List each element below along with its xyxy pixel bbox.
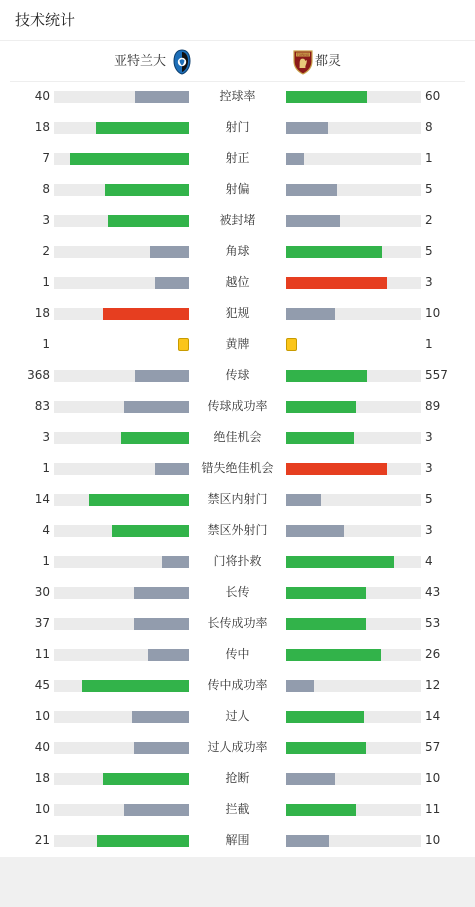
away-bar-fill (286, 153, 304, 165)
home-bar-fill (135, 370, 189, 382)
home-stat-value: 30 (34, 585, 50, 599)
stat-label: 被封堵 (219, 213, 256, 227)
stat-label: 传球 (225, 368, 250, 382)
stat-label: 传中 (225, 647, 250, 661)
away-stat-value: 5 (425, 492, 433, 506)
stat-row (0, 825, 475, 856)
away-bar-track (286, 401, 421, 413)
stat-row (0, 360, 475, 391)
home-stat-value: 11 (34, 647, 50, 661)
home-stat-value: 14 (34, 492, 50, 506)
stat-label: 抢断 (225, 771, 250, 785)
home-stat-value: 4 (42, 523, 50, 537)
home-bar-track (54, 246, 189, 258)
home-bar-track (54, 804, 189, 816)
torino-crest-text: TORINO (296, 52, 310, 57)
home-bar-fill (162, 556, 189, 568)
home-stat-value: 368 (27, 368, 50, 382)
stat-label: 犯规 (225, 306, 250, 320)
home-bar-track (54, 370, 189, 382)
away-team[interactable] (292, 49, 341, 75)
stat-row (0, 577, 475, 608)
away-stat-value: 5 (425, 182, 433, 196)
home-stat-value: 21 (34, 833, 50, 847)
away-bar-track (286, 649, 421, 661)
stat-label: 绝佳机会 (213, 430, 262, 444)
home-bar-fill (124, 401, 189, 413)
away-stat-value: 43 (425, 585, 441, 599)
home-bar-track (54, 649, 189, 661)
away-bar-track (286, 494, 421, 506)
home-bar-track (54, 525, 189, 537)
away-stat-value: 57 (425, 740, 441, 754)
away-stat-value: 3 (425, 430, 433, 444)
away-stat-value: 8 (425, 120, 433, 134)
page-title: 技术统计 (15, 11, 76, 29)
away-stat-value: 2 (425, 213, 433, 227)
away-bar-track (286, 742, 421, 754)
home-bar-fill (103, 773, 189, 785)
away-bar-fill (286, 463, 387, 475)
stat-label: 错失绝佳机会 (201, 461, 274, 475)
away-bar-fill (286, 432, 354, 444)
home-bar-fill (124, 804, 189, 816)
atalanta-crest-icon (173, 49, 191, 75)
away-stat-value: 10 (425, 306, 441, 320)
home-bar-fill (103, 308, 189, 320)
stat-label: 射偏 (225, 182, 250, 196)
home-stat-value: 18 (34, 306, 50, 320)
home-bar-fill (70, 153, 189, 165)
away-stat-value: 53 (425, 616, 441, 630)
home-stat-value: 1 (42, 461, 50, 475)
home-bar-track (54, 277, 189, 289)
home-bar-fill (134, 742, 189, 754)
stats-list (0, 81, 475, 856)
away-bar-track (286, 277, 421, 289)
teams-header (10, 41, 465, 82)
away-bar-track (286, 680, 421, 692)
away-stat-value: 1 (425, 151, 433, 165)
home-bar-fill (150, 246, 189, 258)
home-bar-fill (148, 649, 189, 661)
away-bar-track (286, 525, 421, 537)
away-bar-track (286, 122, 421, 134)
away-stat-value: 5 (425, 244, 433, 258)
away-bar-track (286, 463, 421, 475)
away-bar-fill (286, 308, 335, 320)
stat-label: 射正 (225, 151, 250, 165)
home-stat-value: 10 (34, 709, 50, 723)
home-bar-track (54, 432, 189, 444)
away-bar-track (286, 835, 421, 847)
home-bar-track (54, 742, 189, 754)
stat-label: 角球 (225, 244, 250, 258)
away-bar-track (286, 246, 421, 258)
home-bar-track (54, 556, 189, 568)
away-bar-fill (286, 246, 382, 258)
home-stat-value: 40 (34, 89, 50, 103)
away-stat-value: 26 (425, 647, 441, 661)
home-bar-fill (134, 587, 189, 599)
away-bar-track (286, 711, 421, 723)
away-bar-track (286, 308, 421, 320)
away-stat-value: 3 (425, 275, 433, 289)
home-stat-value: 1 (42, 275, 50, 289)
away-bar-fill (286, 277, 387, 289)
away-bar-track (286, 153, 421, 165)
home-bar-fill (105, 184, 189, 196)
home-bar-fill (89, 494, 189, 506)
home-bar-track (54, 463, 189, 475)
home-stat-value: 2 (42, 244, 50, 258)
home-bar-fill (108, 215, 189, 227)
home-stat-value: 8 (42, 182, 50, 196)
home-stat-value: 37 (34, 616, 50, 630)
away-bar-fill (286, 680, 314, 692)
home-bar-fill (134, 618, 189, 630)
home-stat-value: 18 (34, 771, 50, 785)
stat-row (0, 267, 475, 298)
stat-row (0, 670, 475, 701)
home-bar-track (54, 587, 189, 599)
home-bar-track (54, 401, 189, 413)
home-stat-value: 3 (42, 430, 50, 444)
stat-label: 拦截 (225, 802, 250, 816)
home-stat-value: 40 (34, 740, 50, 754)
stat-row (0, 701, 475, 732)
stat-row (0, 112, 475, 143)
stat-label: 长传成功率 (207, 616, 268, 630)
away-bar-track (286, 91, 421, 103)
stat-row (0, 143, 475, 174)
stat-row (0, 515, 475, 546)
home-bar-fill (155, 463, 189, 475)
stat-row (0, 298, 475, 329)
home-bar-fill (82, 680, 189, 692)
stat-row (0, 453, 475, 484)
home-bar-track (54, 91, 189, 103)
stat-row (0, 205, 475, 236)
away-stat-value: 4 (425, 554, 433, 568)
home-stat-value: 10 (34, 802, 50, 816)
away-bar-fill (286, 556, 394, 568)
yellow-card-icon (178, 338, 189, 351)
away-bar-fill (286, 215, 340, 227)
stat-row (0, 81, 475, 112)
stat-row (0, 391, 475, 422)
stat-label: 控球率 (219, 89, 256, 103)
away-bar-fill (286, 370, 367, 382)
away-bar-fill (286, 649, 381, 661)
away-bar-fill (286, 91, 367, 103)
away-bar-fill (286, 587, 366, 599)
away-stat-value: 14 (425, 709, 441, 723)
home-stat-value: 1 (42, 554, 50, 568)
stat-label: 黄牌 (225, 337, 250, 351)
yellow-card-icon (286, 338, 297, 351)
stat-label: 传中成功率 (207, 678, 268, 692)
away-bar-track (286, 556, 421, 568)
away-stat-value: 60 (425, 89, 441, 103)
away-bar-track (286, 432, 421, 444)
away-bar-fill (286, 494, 321, 506)
home-bar-fill (132, 711, 189, 723)
stat-row (0, 329, 475, 360)
away-stat-value: 11 (425, 802, 441, 816)
home-bar-track (54, 494, 189, 506)
away-bar-fill (286, 122, 328, 134)
away-stat-value: 10 (425, 771, 441, 785)
away-bar-track (286, 773, 421, 785)
away-bar-track (286, 618, 421, 630)
home-bar-fill (155, 277, 189, 289)
away-bar-track (286, 370, 421, 382)
stat-label: 长传 (225, 585, 250, 599)
stat-row (0, 236, 475, 267)
home-stat-value: 1 (42, 337, 50, 351)
home-team[interactable] (114, 49, 191, 75)
home-bar-track (54, 773, 189, 785)
home-bar-fill (135, 91, 189, 103)
stat-label: 射门 (225, 120, 250, 134)
home-stat-value: 7 (42, 151, 50, 165)
home-bar-fill (97, 835, 189, 847)
torino-crest-icon (292, 49, 310, 75)
away-bar-fill (286, 804, 356, 816)
stat-row (0, 639, 475, 670)
home-bar-fill (96, 122, 189, 134)
stat-label: 门将扑救 (213, 554, 262, 568)
away-bar-track (286, 184, 421, 196)
stat-label: 越位 (225, 275, 250, 289)
away-stat-value: 3 (425, 523, 433, 537)
home-bar-track (54, 618, 189, 630)
stat-label: 禁区内射门 (207, 492, 268, 506)
home-bar-track (54, 711, 189, 723)
away-bar-fill (286, 711, 364, 723)
away-stat-value: 3 (425, 461, 433, 475)
home-bar-fill (112, 525, 189, 537)
home-bar-track (54, 122, 189, 134)
away-bar-track (286, 587, 421, 599)
stat-row (0, 732, 475, 763)
stat-row (0, 422, 475, 453)
stat-label: 过人成功率 (207, 740, 268, 754)
away-stat-value: 1 (425, 337, 433, 351)
stat-row (0, 608, 475, 639)
away-bar-fill (286, 525, 344, 537)
home-bar-track (54, 835, 189, 847)
away-bar-fill (286, 184, 337, 196)
home-bar-track (54, 153, 189, 165)
away-team-name: 都灵 (315, 54, 342, 69)
home-team-name: 亚特兰大 (114, 54, 167, 69)
stat-row (0, 484, 475, 515)
stat-row (0, 794, 475, 825)
away-bar-fill (286, 618, 366, 630)
home-bar-track (54, 680, 189, 692)
stat-row (0, 174, 475, 205)
home-stat-value: 18 (34, 120, 50, 134)
away-stat-value: 557 (425, 368, 448, 382)
home-bar-track (54, 308, 189, 320)
away-bar-fill (286, 401, 356, 413)
away-stat-value: 12 (425, 678, 441, 692)
away-bar-track (286, 804, 421, 816)
home-stat-value: 83 (34, 399, 50, 413)
away-stat-value: 89 (425, 399, 441, 413)
stat-label: 过人 (225, 709, 250, 723)
stat-row (0, 763, 475, 794)
away-bar-fill (286, 773, 335, 785)
stat-row (0, 546, 475, 577)
home-stat-value: 3 (42, 213, 50, 227)
away-bar-track (286, 215, 421, 227)
away-stat-value: 10 (425, 833, 441, 847)
stat-label: 传球成功率 (207, 399, 268, 413)
stat-label: 禁区外射门 (207, 523, 268, 537)
home-stat-value: 45 (34, 678, 50, 692)
home-bar-track (54, 184, 189, 196)
away-bar-fill (286, 835, 329, 847)
home-bar-fill (121, 432, 189, 444)
home-bar-track (54, 215, 189, 227)
stat-label: 解围 (225, 833, 250, 847)
away-bar-fill (286, 742, 366, 754)
